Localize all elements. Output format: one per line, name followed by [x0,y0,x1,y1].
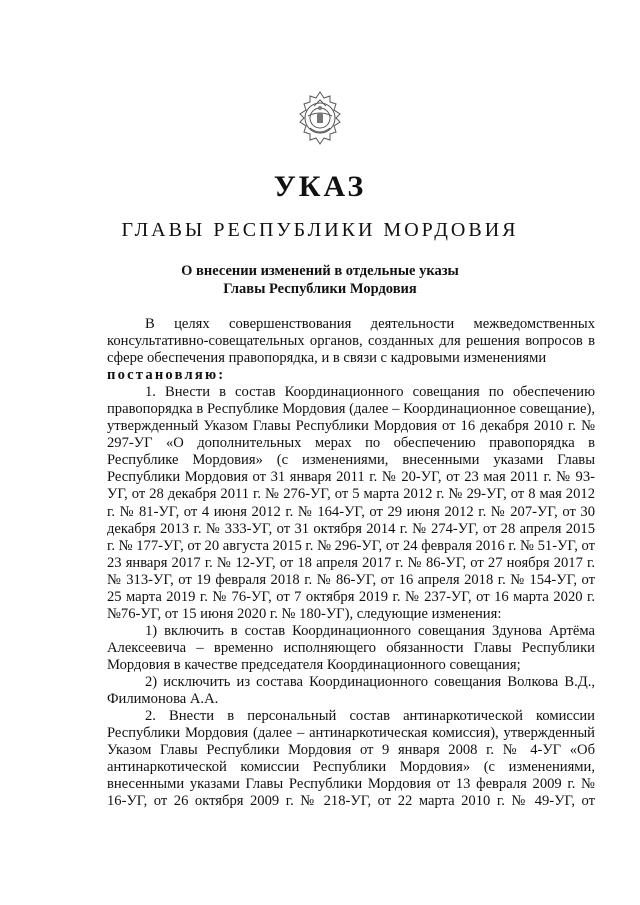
intro-text: В целях совершенствования деятельности межведомственных консультативно-совещательных органов, созданных для решения вопросов в сфере обеспечения правопорядка, и в связи с кадровыми изменениями [107,316,595,367]
resolve-word: постановляю: [107,367,226,384]
heading-line-1: О внесении изменений в отдельные указы [181,263,459,279]
item-1-sub-1-paragraph: 1) включить в состав Координационного совещания Здунова Артёма Алексеевича – временно исполняющего обязанности Главы Республики Мордовия в качестве председателя Координационного совещания; [107,622,595,673]
decree-body [107,316,595,810]
item-1-paragraph: 1. Внести в состав Координационного совещания по обеспечению правопорядка в Республике Мордовия (далее – Координационное совещание), утвержденный Указом Главы Республики Мордовия от 16 декабря 2010 г. № 297-УГ «О дополнительных мерах по обеспечению правопорядка в Республике Мордовия» (с изменениями, внесенными указами Главы Республики Мордовия от 31 января 2011 г. № 20-УГ, от 23 мая 2011 г. № 93-УГ, от 28 декабря 2011 г. № 276-УГ, от 5 марта 2012 г. № 29-УГ, от 8 мая 2012 г. № 81-УГ, от 4 июня 2012 г. № 164-УГ, от 29 июня 2012 г. № 207-УГ, от 30 декабря 2013 г. № 333-УГ, от 31 октября 2014 г. № 274-УГ, от 28 апреля 2015 г. № 177-УГ, от 20 августа 2015 г. № 296-УГ, от 24 февраля 2016 г. № 51-УГ, от 23 января 2017 г. № 12-УГ, от 18 апреля 2017 г. № 86-УГ, от 27 ноября 2017 г. № 313-УГ, от 19 февраля 2018 г. № 86-УГ, от 16 апреля 2018 г. № 154-УГ, от 25 марта 2019 г. № 76-УГ, от 7 октября 2019 г. № 237-УГ, от 16 марта 2020 г. №76-УГ, от 15 июня 2020 г. № 180-УГ), следующие изменения: [107,384,595,622]
coat-of-arms-emblem-icon [288,86,352,150]
resolve-paragraph [107,367,595,384]
decree-subtitle: ГЛАВЫ РЕСПУБЛИКИ МОРДОВИЯ [121,219,519,241]
intro-paragraph [107,316,595,367]
decree-title: УКАЗ [273,170,367,203]
item-2-paragraph: 2. Внести в персональный состав антинаркотической комиссии Республики Мордовия (далее – антинаркотическая комиссия), утвержденный Указом Главы Республики Мордовия от 9 января 2008 г. № 4-УГ «Об антинаркотической комиссии Республики Мордовия» (с изменениями, внесенными указами Главы Республики Мордовия от 13 февраля 2009 г. № 16-УГ, от 26 октября 2009 г. № 218-УГ, от 22 марта 2010 г. № 49-УГ, от [107,708,595,810]
item-1-sub-2-paragraph: 2) исключить из состава Координационного совещания Волкова В.Д., Филимонова А.А. [107,673,595,708]
decree-heading [0,262,640,298]
heading-line-2: Главы Республики Мордовия [223,281,417,297]
